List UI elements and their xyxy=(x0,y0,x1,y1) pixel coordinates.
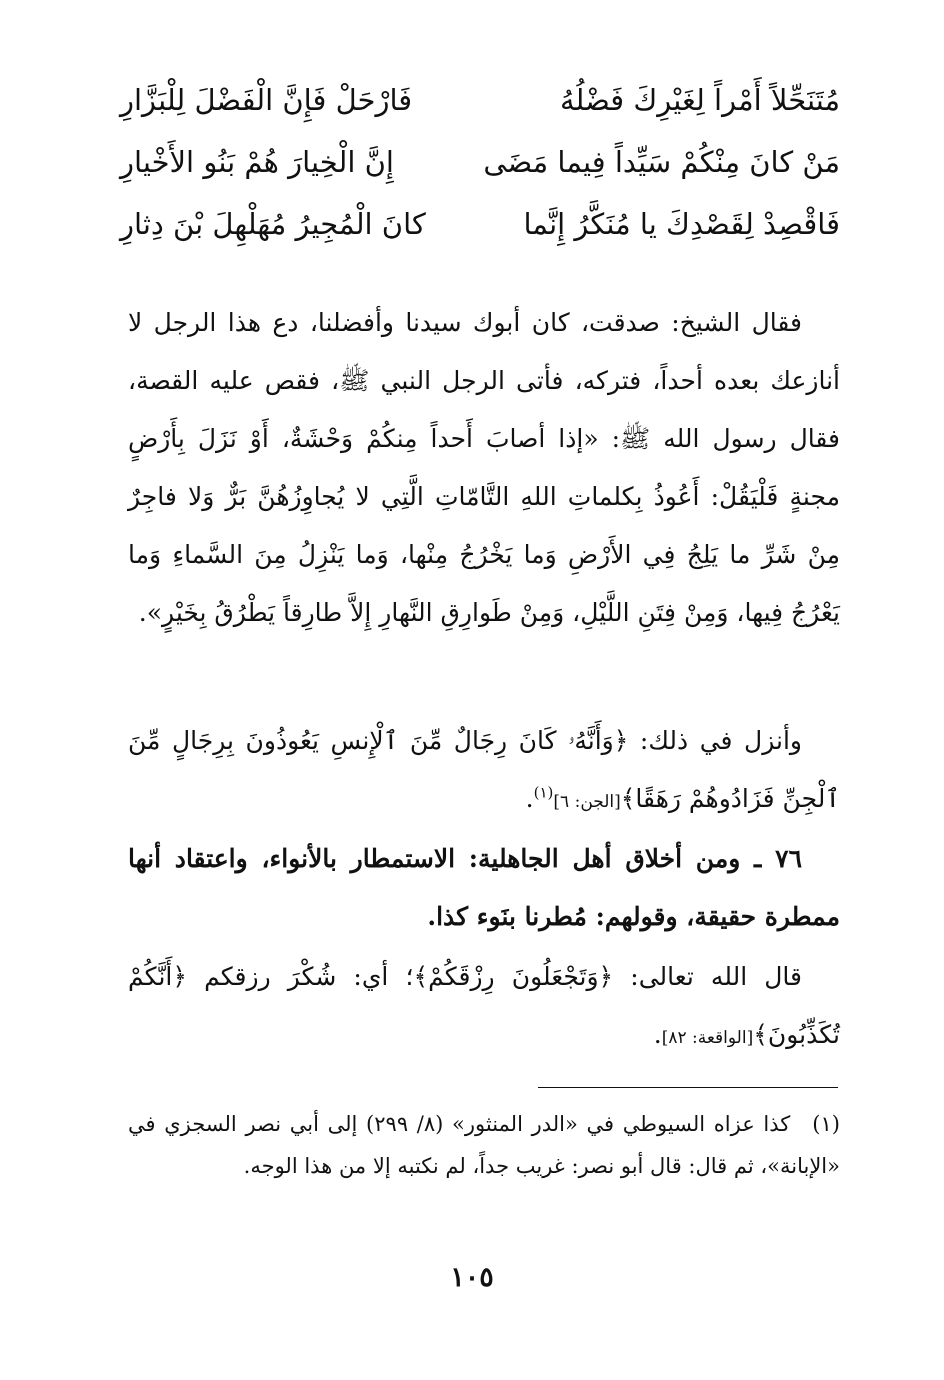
quran-verse: ﴿وَتَجْعَلُونَ رِزْقَكُمْ﴾ xyxy=(413,962,614,991)
footnote-reference: (١) xyxy=(533,783,554,802)
verse-second-half: فَارْحَلْ فَإِنَّ الْفَضْلَ لِلْبَزَّارِ xyxy=(120,83,413,117)
paragraph-quran xyxy=(128,948,840,1067)
revelation-intro: وأنزل في ذلك: xyxy=(628,726,802,755)
verse-second-half: كانَ الْمُجِيرُ مُهَلْهِلَ بْنَ دِثارِ xyxy=(120,207,426,241)
paragraph-story: فقال الشيخ: صدقت، كان أبوك سيدنا وأفضلنا، دع هذا الرجل لا أنازعك بعده أحداً، فتركه، فأتى الرجل النبي ﷺ، فقص عليه القصة، فقال رسول الله ﷺ: «إذا أصابَ أَحداً مِنكُمْ وَحْشَةٌ، أَوْ نَزَلَ بِأَرْضٍ مجنةٍ فَلْيَقُلْ: أَعُوذُ بِكلماتِ اللهِ التَّامّاتِ الَّتِي لا يُجاوِزُهُنَّ بَرٌّ وَلا فاجِرٌ مِنْ شَرِّ ما يَلِجُ فِي الأَرْضِ وَما يَخْرُجُ مِنْها، وَما يَنْزِلُ مِنَ السَّماءِ وَما يَعْرُجُ فِيها، وَمِنْ فِتَنِ اللَّيْلِ، وَمِنْ طَوارِقِ النَّهارِ إِلاَّ طارِقاً يَطْرُقُ بِخَيْرٍ». xyxy=(128,308,841,627)
verse-first-half: مُتَنَحِّلاً أَمْراً لِغَيْرِكَ فَضْلُهُ xyxy=(559,83,840,117)
verse-second-half: إِنَّ الْخِيارَ هُمْ بَنُو الأَخْيارِ xyxy=(120,145,394,179)
explanation-text: ؛ أي: شُكْرَ رزقكم xyxy=(187,962,414,991)
poem-verse xyxy=(120,193,840,255)
quran-verse: ﴿أَنَّكُمْ تُكَذِّبُونَ﴾ xyxy=(128,962,840,1049)
verse-first-half: مَنْ كانَ مِنْكُمْ سَيِّداً فِيما مَضَى xyxy=(483,145,840,179)
footnote xyxy=(128,1103,840,1187)
verse-first-half: فَاقْصِدْ لِقَصْدِكَ يا مُنَكَّرُ إِنَّما xyxy=(523,207,840,241)
sentence-end: . xyxy=(653,1020,662,1049)
poem-verse xyxy=(120,69,840,131)
footnote-text: كذا عزاه السيوطي في «الدر المنثور» (٨/ ٢٩٩) إلى أبي نصر السجزي في «الإبانة»، ثم قال: قال أبو نصر: غريب جداً، لم نكتبه إلا من هذا الوجه. xyxy=(128,1112,840,1178)
paragraph-revelation xyxy=(128,712,840,831)
quran-verse: ﴿وَأَنَّهُۥ كَانَ رِجَالٌ مِّنَ ٱلْإِنسِ يَعُوذُونَ بِرِجَالٍ مِّنَ ٱلْجِنِّ فَزَادُوهُمْ رَهَقًا﴾ xyxy=(128,726,840,813)
verse-reference: [الجن: ٦] xyxy=(553,792,621,812)
poem xyxy=(120,69,840,255)
quran-intro: قال الله تعالى: xyxy=(613,962,802,991)
footnote-separator xyxy=(538,1087,838,1088)
sentence-end: . xyxy=(525,784,534,813)
footnote-marker: (١) xyxy=(812,1112,840,1136)
poem-verse xyxy=(120,131,840,193)
page-number: ١٠٥ xyxy=(450,1262,494,1293)
verse-reference: [الواقعة: ٨٢] xyxy=(661,1028,754,1048)
section-heading: ٧٦ ـ ومن أخلاق أهل الجاهلية: الاستمطار بالأنواء، واعتقاد أنها ممطرة حقيقة، وقولهم: مُطرنا بنَوء كذا. xyxy=(128,844,840,931)
